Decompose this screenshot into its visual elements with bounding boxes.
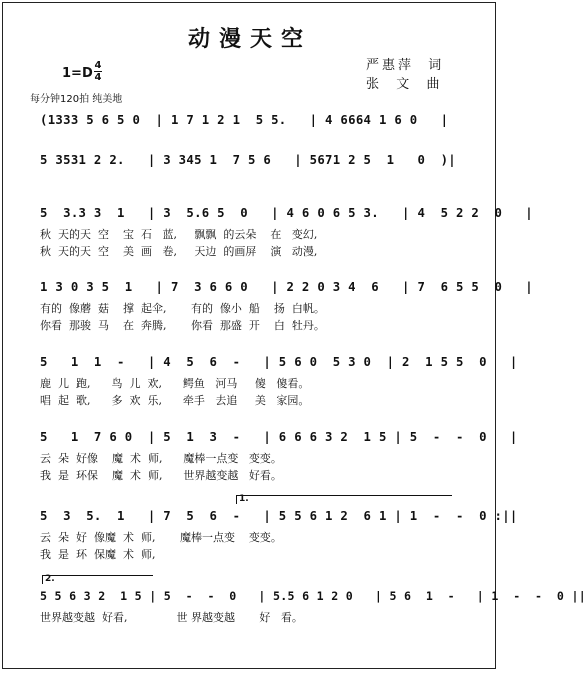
notation-line-3: 5 3.3 3 1 | 3 5.6 5 0 | 4 6 0 6 5 3. | 4 5 2 2 0 | xyxy=(40,206,534,220)
song-title: 动漫天空 xyxy=(187,26,312,52)
credits xyxy=(366,56,444,94)
lyric-line-6b: 我 是 环保 魔 术 师, 世界越变越 好看。 xyxy=(40,469,282,482)
lyric-line-4b: 你看 那骏 马 在 奔腾, 你看 那盛 开 白 牡丹。 xyxy=(40,319,325,332)
composer: 张 文 曲 xyxy=(366,77,443,92)
lyric-line-5a: 鹿 儿 跑, 鸟 儿 欢, 鳄鱼 河马 傻 傻看。 xyxy=(40,377,310,390)
lyric-line-4a: 有的 像蘑 菇 撑 起伞, 有的 像小 船 扬 白帆。 xyxy=(40,302,325,315)
lyricist: 严惠萍 词 xyxy=(366,58,445,73)
notation-line-1: (1333 5 6 5 0 | 1 7 1 2 1 5 5. | 4 6664 1 6 0 | xyxy=(40,113,449,127)
time-signature xyxy=(93,60,103,83)
first-ending-bracket xyxy=(236,495,452,504)
lyric-line-5b: 唱 起 歌, 多 欢 乐, 牵手 去追 美 家园。 xyxy=(40,394,310,407)
notation-line-6: 5 1 7 6 0 | 5 1 3 - | 6 6 6 3 2 1 5 | 5 - - 0 | xyxy=(40,430,518,444)
notation-line-2: 5 3531 2 2. | 3 345 1 7 5 6 | 5671 2 5 1 0 )| xyxy=(40,153,456,167)
lyric-line-8a: 世界越变越 好看, 世 界越变越 好 看。 xyxy=(40,611,303,624)
lyric-line-7a: 云 朵 好 像魔 术 师, 魔棒一点变 变变。 xyxy=(40,531,282,544)
first-ending-label: 1. xyxy=(239,494,249,504)
key-signature: 1=D xyxy=(62,66,93,81)
time-signature-bottom: 4 xyxy=(94,72,102,83)
tempo-marking: 每分钟120拍 纯美地 xyxy=(30,94,123,105)
lyric-line-3b: 秋 天的天 空 美 画 卷, 天边 的画屏 演 动漫, xyxy=(40,245,318,258)
second-ending-label: 2. xyxy=(45,574,55,584)
notation-line-8: 5 5 6 3 2 1 5 | 5 - - 0 | 5.5 6 1 2 0 | 5 6 1 - | 1 - - 0 || xyxy=(40,589,586,603)
lyric-line-3a: 秋 天的天 空 宝 石 蓝, 飘飘 的云朵 在 变幻, xyxy=(40,228,318,241)
second-ending-bracket xyxy=(42,575,153,584)
time-signature-top: 4 xyxy=(94,60,102,71)
lyric-line-7b: 我 是 环 保魔 术 师, xyxy=(40,548,156,561)
notation-line-5: 5 1 1 - | 4 5 6 - | 5 6 0 5 3 0 | 2 1 5 5 0 | xyxy=(40,355,518,369)
notation-line-7: 5 3 5. 1 | 7 5 6 - | 5 5 6 1 2 6 1 | 1 - - 0 :|| xyxy=(40,509,518,523)
lyric-line-6a: 云 朵 好像 魔 术 师, 魔棒一点变 变变。 xyxy=(40,452,282,465)
notation-line-4: 1 3 0 3 5 1 | 7 3 6 6 0 | 2 2 0 3 4 6 | 7 6 5 5 0 | xyxy=(40,280,534,294)
